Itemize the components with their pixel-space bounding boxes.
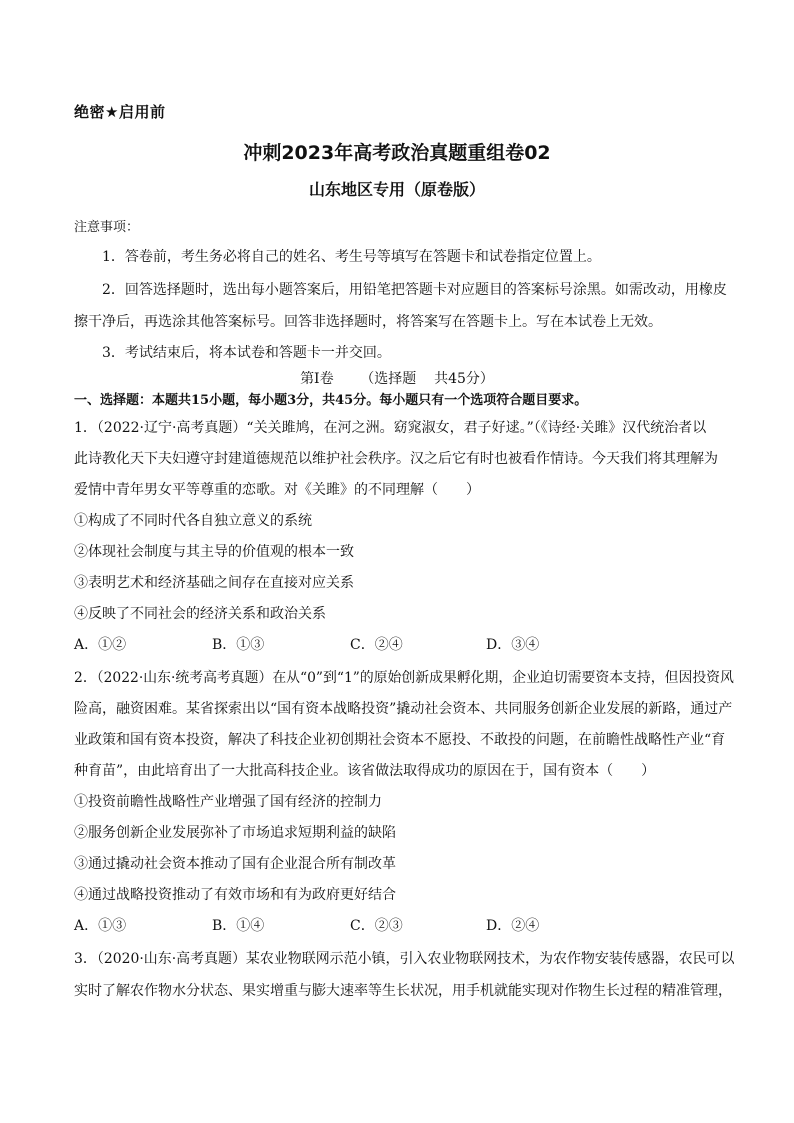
statement-3: ③通过撬动社会资本推动了国有企业混合所有制改革: [74, 856, 396, 872]
notice-heading: 注意事项：: [74, 220, 140, 235]
question-stem-line: 此诗教化天下夫妇遵守封建道德规范以维护社会秩序。汉之后它有时也被看作情诗。今天我们将其理解为: [74, 451, 718, 467]
page-title: 冲刺2023年高考政治真题重组卷02: [243, 142, 551, 164]
statement-1: ①投资前瞻性战略性产业增强了国有经济的控制力: [74, 794, 382, 810]
statement-4: ④通过战略投资推动了有效市场和有为政府更好结合: [74, 887, 396, 903]
option-a[interactable]: A．①②: [74, 637, 127, 653]
section-heading: 第Ⅰ卷 （选择题 共45分）: [300, 371, 494, 387]
question-stem-line: 险高，融资困难。某省探索出以“国有资本战略投资”撬动社会资本、共同服务创新企业发展的新路，通过产: [74, 701, 733, 717]
option-a[interactable]: A．①③: [74, 918, 127, 934]
option-c[interactable]: C．②④: [350, 637, 403, 653]
notice-item-3: 3．考试结束后，将本试卷和答题卡一并交回。: [102, 345, 391, 361]
notice-item-1: 1．答卷前，考生务必将自己的姓名、考生号等填写在答题卡和试卷指定位置上。: [102, 249, 601, 265]
option-d[interactable]: D．②④: [486, 918, 540, 934]
question-stem-line: 1．（2022·辽宁·高考真题）“关关雎鸠，在河之洲。窈窕淑女，君子好逑。”（《诗经·关雎》汉代统治者以: [74, 420, 707, 436]
option-b[interactable]: B．①④: [212, 918, 265, 934]
secret-label: 绝密★启用前: [74, 103, 166, 121]
statement-1: ①构成了不同时代各自独立意义的系统: [74, 513, 312, 529]
page-subtitle: 山东地区专用（原卷版）: [308, 180, 485, 199]
statement-4: ④反映了不同社会的经济关系和政治关系: [74, 606, 326, 622]
statement-2: ②服务创新企业发展弥补了市场追求短期利益的缺陷: [74, 825, 396, 841]
statement-2: ②体现社会制度与其主导的价值观的根本一致: [74, 544, 354, 560]
question-stem-line: 种育苗”，由此培育出了一大批高科技企业。该省做法取得成功的原因在于，国有资本（ ）: [74, 763, 656, 779]
option-c[interactable]: C．②③: [350, 918, 403, 934]
question-stem-line: 爱情中青年男女平等尊重的恋歌。对《关雎》的不同理解（ ）: [74, 482, 480, 498]
option-b[interactable]: B．①③: [212, 637, 265, 653]
question-stem-line: 业政策和国有资本投资，解决了科技企业初创期社会资本不愿投、不敢投的问题，在前瞻性战略性产业“育: [74, 732, 726, 748]
notice-item-2: 2．回答选择题时，选出每小题答案后，用铅笔把答题卡对应题目的答案标号涂黑。如需改动，用橡皮: [102, 282, 727, 298]
option-d[interactable]: D．③④: [486, 637, 540, 653]
question-stem-line: 3．（2020·山东·高考真题）某农业物联网示范小镇，引入农业物联网技术，为农作物安装传感器，农民可以: [74, 951, 735, 967]
notice-item-2-cont: 擦干净后，再选涂其他答案标号。回答非选择题时，将答案写在答题卡上。写在本试卷上无效。: [74, 314, 662, 330]
section-instruction: 一、选择题：本题共15小题，每小题3分，共45分。每小题只有一个选项符合题目要求。: [74, 393, 588, 408]
question-stem-line: 2．（2022·山东·统考高考真题）在从“0”到“1”的原始创新成果孵化期，企业迫切需要资本支持，但因投资风: [74, 670, 734, 686]
statement-3: ③表明艺术和经济基础之间存在直接对应关系: [74, 575, 354, 591]
question-stem-line: 实时了解农作物水分状态、果实增重与膨大速率等生长状况，用手机就能实现对作物生长过程的精准管理，: [74, 983, 732, 999]
